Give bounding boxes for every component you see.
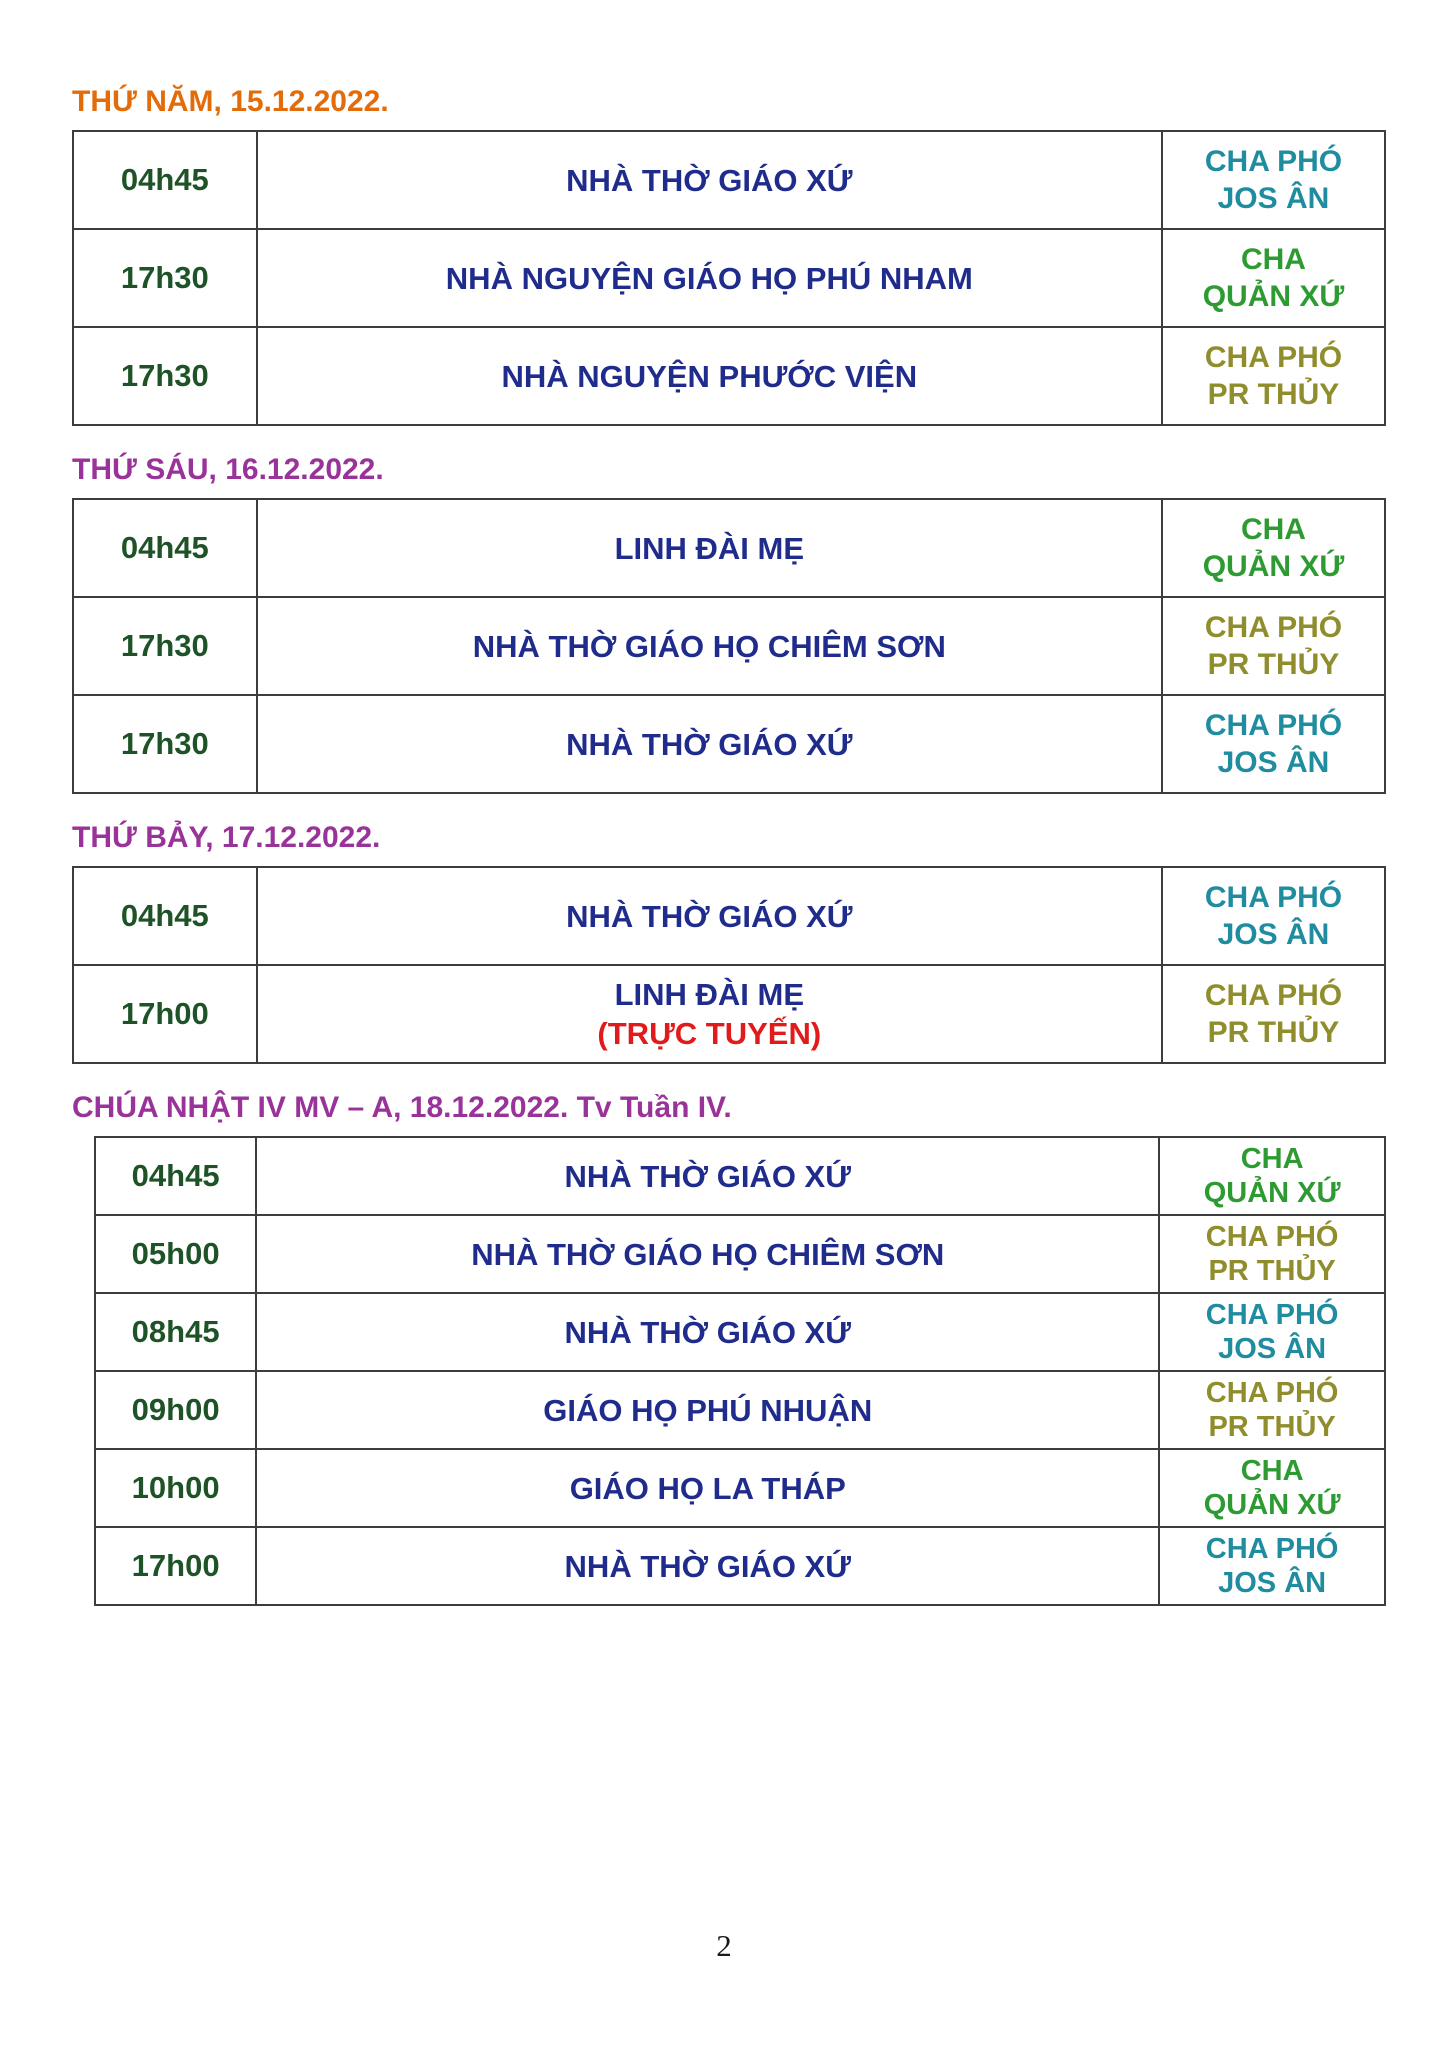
priest-cell [1162, 965, 1385, 1063]
table-row [95, 1527, 1385, 1605]
table-row [73, 499, 1385, 597]
priest-line1: CHA [1240, 513, 1306, 546]
priest-line2: PR THỦY [1207, 1016, 1340, 1049]
table-row [95, 1293, 1385, 1371]
time-label: 05h00 [131, 1236, 220, 1271]
time-label: 17h30 [120, 260, 209, 295]
priest-cell [1159, 1449, 1385, 1527]
schedule-content [72, 84, 1386, 1632]
time-cell [95, 1293, 256, 1371]
location-label: LINH ĐÀI MẸ [614, 977, 805, 1012]
time-cell [95, 1449, 256, 1527]
table-row [73, 327, 1385, 425]
priest-cell [1159, 1215, 1385, 1293]
day-heading: CHÚA NHẬT IV MV – A, 18.12.2022. Tv Tuần IV. [72, 1091, 732, 1124]
table-row [73, 867, 1385, 965]
priest-cell [1162, 229, 1385, 327]
location-label: GIÁO HỌ LA THÁP [569, 1470, 846, 1506]
location-label: NHÀ THỜ GIÁO HỌ CHIÊM SƠN [471, 1236, 945, 1272]
location-cell [256, 1137, 1159, 1215]
day-section [72, 452, 1386, 794]
day-sections-container [72, 84, 1386, 1606]
time-cell [95, 1137, 256, 1215]
priest-line2: QUẢN XỨ [1202, 550, 1345, 583]
schedule-table [94, 1136, 1386, 1606]
location-label: NHÀ THỜ GIÁO HỌ CHIÊM SƠN [472, 628, 946, 664]
location-cell [257, 327, 1162, 425]
table-row [73, 965, 1385, 1063]
time-cell [73, 229, 257, 327]
priest-cell [1162, 131, 1385, 229]
location-cell [256, 1293, 1159, 1371]
time-cell [73, 867, 257, 965]
location-cell [257, 499, 1162, 597]
priest-line2: JOS ÂN [1218, 1333, 1327, 1365]
priest-line1: CHA PHÓ [1204, 145, 1343, 178]
location-cell [257, 965, 1162, 1063]
priest-cell [1159, 1137, 1385, 1215]
priest-line1: CHA PHÓ [1204, 341, 1343, 374]
location-label: LINH ĐÀI MẸ [614, 530, 805, 566]
priest-cell [1159, 1527, 1385, 1605]
time-label: 04h45 [120, 162, 209, 197]
day-heading: THỨ SÁU, 16.12.2022. [72, 453, 384, 486]
priest-line1: CHA PHÓ [1205, 1377, 1339, 1409]
time-label: 10h00 [131, 1470, 220, 1505]
time-cell [73, 327, 257, 425]
time-cell [95, 1527, 256, 1605]
time-label: 17h30 [120, 726, 209, 761]
priest-line1: CHA PHÓ [1205, 1299, 1339, 1331]
priest-cell [1159, 1293, 1385, 1371]
time-label: 04h45 [131, 1158, 220, 1193]
location-cell [257, 867, 1162, 965]
schedule-table [72, 866, 1386, 1064]
priest-line2: QUẢN XỨ [1202, 280, 1345, 313]
priest-line1: CHA [1240, 1455, 1304, 1487]
priest-line2: JOS ÂN [1218, 1567, 1327, 1599]
table-row [95, 1371, 1385, 1449]
priest-line2: QUẢN XỨ [1203, 1177, 1341, 1209]
table-row [95, 1449, 1385, 1527]
priest-line1: CHA PHÓ [1204, 881, 1343, 914]
day-heading: THỨ BẢY, 17.12.2022. [72, 821, 381, 854]
table-row [95, 1137, 1385, 1215]
priest-line1: CHA PHÓ [1205, 1533, 1339, 1565]
location-label: GIÁO HỌ PHÚ NHUẬN [543, 1392, 873, 1428]
time-label: 17h00 [120, 996, 209, 1031]
time-cell [73, 695, 257, 793]
table-row [73, 131, 1385, 229]
table-row [73, 695, 1385, 793]
priest-line1: CHA [1240, 1143, 1304, 1175]
priest-line2: PR THỦY [1207, 648, 1340, 681]
priest-line1: CHA PHÓ [1204, 979, 1343, 1012]
schedule-table [72, 130, 1386, 426]
priest-line2: JOS ÂN [1217, 182, 1330, 215]
priest-line1: CHA PHÓ [1204, 709, 1343, 742]
day-section [72, 820, 1386, 1064]
page-footer [0, 1928, 1448, 1964]
priest-line1: CHA PHÓ [1204, 611, 1343, 644]
day-heading: THỨ NĂM, 15.12.2022. [72, 85, 389, 118]
time-cell [73, 965, 257, 1063]
table-row [73, 597, 1385, 695]
time-label: 04h45 [120, 530, 209, 565]
location-cell [257, 229, 1162, 327]
location-label: NHÀ THỜ GIÁO XỨ [564, 1548, 851, 1584]
priest-line2: JOS ÂN [1217, 746, 1330, 779]
time-cell [95, 1215, 256, 1293]
location-label: NHÀ THỜ GIÁO XỨ [564, 1158, 851, 1194]
location-cell [257, 695, 1162, 793]
time-label: 17h30 [120, 358, 209, 393]
location-label: NHÀ THỜ GIÁO XỨ [564, 1314, 851, 1350]
time-cell [73, 597, 257, 695]
priest-line2: QUẢN XỨ [1203, 1489, 1341, 1521]
location-cell [256, 1215, 1159, 1293]
location-label: NHÀ THỜ GIÁO XỨ [566, 898, 853, 934]
time-cell [95, 1371, 256, 1449]
location-label: NHÀ NGUYỆN GIÁO HỌ PHÚ NHAM [445, 260, 973, 296]
priest-cell [1162, 695, 1385, 793]
priest-line2: PR THỦY [1207, 378, 1340, 411]
priest-cell [1159, 1371, 1385, 1449]
location-label: NHÀ NGUYỆN PHƯỚC VIỆN [501, 358, 918, 394]
time-cell [73, 499, 257, 597]
time-label: 08h45 [131, 1314, 220, 1349]
table-row [95, 1215, 1385, 1293]
time-label: 04h45 [120, 898, 209, 933]
priest-line2: PR THỦY [1208, 1255, 1336, 1287]
location-cell [256, 1449, 1159, 1527]
time-label: 17h30 [120, 628, 209, 663]
location-cell [256, 1527, 1159, 1605]
page-number: 2 [716, 1928, 732, 1963]
table-row [73, 229, 1385, 327]
priest-cell [1162, 597, 1385, 695]
location-cell [257, 131, 1162, 229]
location-label: NHÀ THỜ GIÁO XỨ [566, 726, 853, 762]
location-cell [256, 1371, 1159, 1449]
priest-cell [1162, 499, 1385, 597]
priest-line2: JOS ÂN [1217, 918, 1330, 951]
schedule-table [72, 498, 1386, 794]
priest-line1: CHA PHÓ [1205, 1221, 1339, 1253]
priest-line1: CHA [1240, 243, 1306, 276]
location-note: (TRỰC TUYẾN) [597, 1016, 822, 1051]
time-label: 09h00 [131, 1392, 220, 1427]
priest-cell [1162, 327, 1385, 425]
location-cell [257, 597, 1162, 695]
day-section [72, 1090, 1386, 1606]
day-section [72, 84, 1386, 426]
location-label: NHÀ THỜ GIÁO XỨ [566, 162, 853, 198]
time-cell [73, 131, 257, 229]
priest-line2: PR THỦY [1208, 1411, 1336, 1443]
priest-cell [1162, 867, 1385, 965]
time-label: 17h00 [131, 1548, 220, 1583]
